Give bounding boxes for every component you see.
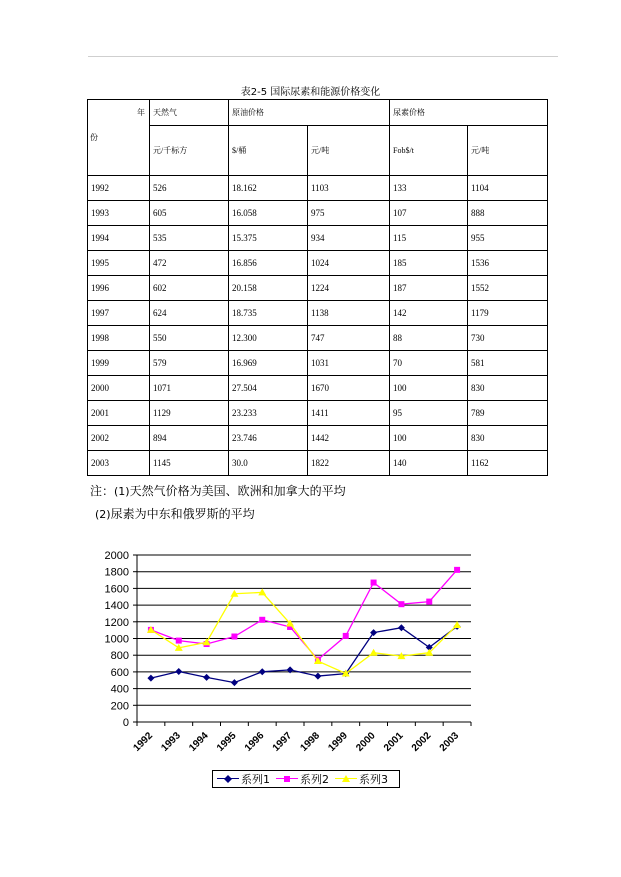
legend-item-series3 <box>335 771 388 787</box>
year-cell: 1994 <box>88 226 150 251</box>
value-cell: 888 <box>468 201 548 226</box>
value-cell: 1145 <box>150 451 229 476</box>
value-cell: 579 <box>150 351 229 376</box>
unit-urea-fob: Fob$/t <box>390 126 468 176</box>
x-tick-label: 1998 <box>298 730 323 754</box>
header-natural-gas: 天然气 <box>150 100 229 126</box>
table-row <box>88 326 548 351</box>
y-tick-label: 1400 <box>104 600 129 613</box>
data-point-series1 <box>175 668 182 675</box>
x-tick-label: 1994 <box>187 730 211 754</box>
y-tick-label: 400 <box>110 683 129 696</box>
value-cell: 472 <box>150 251 229 276</box>
y-tick-label: 2000 <box>104 550 129 562</box>
data-point-series1 <box>231 679 238 686</box>
value-cell: 142 <box>390 301 468 326</box>
year-cell: 1995 <box>88 251 150 276</box>
value-cell: 100 <box>390 376 468 401</box>
value-cell: 88 <box>390 326 468 351</box>
chart-legend <box>212 770 400 788</box>
x-tick-label: 2003 <box>437 730 462 754</box>
note-1-number: (1) <box>114 485 130 498</box>
note-2-text: 尿素为中东和俄罗斯的平均 <box>110 507 255 521</box>
year-cell: 2003 <box>88 451 150 476</box>
table-row <box>88 376 548 401</box>
value-cell: 12.300 <box>229 326 308 351</box>
value-cell: 16.058 <box>229 201 308 226</box>
value-cell: 1670 <box>308 376 390 401</box>
legend-label-series1: 系列1 <box>241 773 270 786</box>
value-cell: 730 <box>468 326 548 351</box>
value-cell: 100 <box>390 426 468 451</box>
year-cell: 1993 <box>88 201 150 226</box>
value-cell: 1552 <box>468 276 548 301</box>
value-cell: 605 <box>150 201 229 226</box>
value-cell: 535 <box>150 226 229 251</box>
value-cell: 1031 <box>308 351 390 376</box>
note-prefix: 注： <box>90 484 115 498</box>
year-cell: 1998 <box>88 326 150 351</box>
value-cell: 830 <box>468 376 548 401</box>
data-point-series1 <box>259 668 266 675</box>
value-cell: 95 <box>390 401 468 426</box>
value-cell: 140 <box>390 451 468 476</box>
value-cell: 975 <box>308 201 390 226</box>
value-cell: 27.504 <box>229 376 308 401</box>
value-cell: 1411 <box>308 401 390 426</box>
year-cell: 1992 <box>88 176 150 201</box>
value-cell: 1138 <box>308 301 390 326</box>
value-cell: 115 <box>390 226 468 251</box>
table-body <box>88 176 548 476</box>
y-tick-label: 600 <box>110 666 129 679</box>
value-cell: 15.375 <box>229 226 308 251</box>
value-cell: 602 <box>150 276 229 301</box>
unit-gas-yuan: 元/千标方 <box>150 126 229 176</box>
value-cell: 1536 <box>468 251 548 276</box>
value-cell: 1104 <box>468 176 548 201</box>
series-line-3 <box>151 592 457 673</box>
value-cell: 133 <box>390 176 468 201</box>
legend-item-series1 <box>217 771 270 787</box>
legend-label-series3: 系列3 <box>359 773 388 786</box>
y-tick-label: 200 <box>110 700 129 713</box>
legend-item-series2 <box>276 771 329 787</box>
data-point-series2 <box>176 638 182 644</box>
triangle-icon <box>335 774 357 784</box>
year-cell: 1997 <box>88 301 150 326</box>
table-caption: 表2-5 国际尿素和能源价格变化 <box>240 87 381 98</box>
x-tick-label: 2001 <box>382 730 406 754</box>
value-cell: 18.735 <box>229 301 308 326</box>
note-line-1 <box>90 482 346 499</box>
x-tick-label: 1996 <box>242 730 267 754</box>
data-point-series1 <box>203 674 210 681</box>
data-point-series2 <box>231 633 237 639</box>
price-table <box>87 99 548 476</box>
value-cell: 23.746 <box>229 426 308 451</box>
value-cell: 955 <box>468 226 548 251</box>
year-cell: 2002 <box>88 426 150 451</box>
x-tick-label: 1993 <box>159 730 183 754</box>
x-tick-label: 1999 <box>326 730 350 754</box>
value-cell: 624 <box>150 301 229 326</box>
value-cell: 581 <box>468 351 548 376</box>
value-cell: 1442 <box>308 426 390 451</box>
year-cell: 1996 <box>88 276 150 301</box>
note-1-text: 天然气价格为美国、欧洲和加拿大的平均 <box>129 484 346 498</box>
value-cell: 1224 <box>308 276 390 301</box>
y-tick-label: 1800 <box>104 566 129 579</box>
data-point-series2 <box>454 567 460 573</box>
data-point-series2 <box>398 601 404 607</box>
data-point-series1 <box>370 629 377 636</box>
data-point-series3 <box>370 649 378 656</box>
header-crude-oil: 原油价格 <box>229 100 390 126</box>
table-row <box>88 401 548 426</box>
value-cell: 789 <box>468 401 548 426</box>
x-tick-label: 1997 <box>270 730 295 754</box>
data-point-series2 <box>259 617 265 623</box>
y-tick-label: 0 <box>122 717 129 729</box>
note-2-number: (2) <box>95 508 111 521</box>
table-row <box>88 176 548 201</box>
value-cell: 16.969 <box>229 351 308 376</box>
x-tick-label: 2000 <box>354 730 378 754</box>
value-cell: 23.233 <box>229 401 308 426</box>
table-row <box>88 301 548 326</box>
diamond-icon <box>217 774 239 784</box>
value-cell: 16.856 <box>229 251 308 276</box>
header-urea: 尿素价格 <box>390 100 548 126</box>
value-cell: 830 <box>468 426 548 451</box>
value-cell: 747 <box>308 326 390 351</box>
value-cell: 1822 <box>308 451 390 476</box>
y-tick-label: 800 <box>110 650 129 663</box>
value-cell: 107 <box>390 201 468 226</box>
legend-label-series2: 系列2 <box>300 773 329 786</box>
unit-oil-yuan: 元/吨 <box>308 126 390 176</box>
value-cell: 1179 <box>468 301 548 326</box>
note-line-2 <box>95 505 255 522</box>
header-rule <box>88 56 558 57</box>
corner-part-label: 份 <box>90 133 98 142</box>
table-row <box>88 201 548 226</box>
value-cell: 1024 <box>308 251 390 276</box>
value-cell: 1162 <box>468 451 548 476</box>
table-row <box>88 351 548 376</box>
table-corner-cell <box>88 100 150 176</box>
data-point-series2 <box>343 633 349 639</box>
table-row <box>88 451 548 476</box>
x-tick-label: 1992 <box>131 730 156 754</box>
unit-oil-usd: $/桶 <box>229 126 308 176</box>
y-tick-label: 1200 <box>104 616 129 629</box>
y-tick-label: 1600 <box>104 583 129 596</box>
value-cell: 1103 <box>308 176 390 201</box>
line-chart <box>0 540 621 770</box>
value-cell: 934 <box>308 226 390 251</box>
value-cell: 18.162 <box>229 176 308 201</box>
value-cell: 894 <box>150 426 229 451</box>
year-cell: 1999 <box>88 351 150 376</box>
data-point-series1 <box>314 673 321 680</box>
table-row <box>88 276 548 301</box>
square-icon <box>276 774 298 784</box>
data-point-series2 <box>426 599 432 605</box>
value-cell: 1071 <box>150 376 229 401</box>
corner-year-label: 年 <box>137 108 145 117</box>
value-cell: 1129 <box>150 401 229 426</box>
data-point-series2 <box>371 580 377 586</box>
year-cell: 2001 <box>88 401 150 426</box>
x-tick-label: 1995 <box>215 730 239 754</box>
value-cell: 70 <box>390 351 468 376</box>
value-cell: 185 <box>390 251 468 276</box>
year-cell: 2000 <box>88 376 150 401</box>
value-cell: 30.0 <box>229 451 308 476</box>
table-row <box>88 426 548 451</box>
x-tick-label: 2002 <box>409 730 434 754</box>
table-row <box>88 226 548 251</box>
y-tick-label: 1000 <box>104 633 129 646</box>
data-point-series1 <box>147 675 154 682</box>
value-cell: 550 <box>150 326 229 351</box>
unit-urea-yuan: 元/吨 <box>468 126 548 176</box>
value-cell: 526 <box>150 176 229 201</box>
value-cell: 20.158 <box>229 276 308 301</box>
value-cell: 187 <box>390 276 468 301</box>
table-row <box>88 251 548 276</box>
series-line-2 <box>151 570 457 660</box>
